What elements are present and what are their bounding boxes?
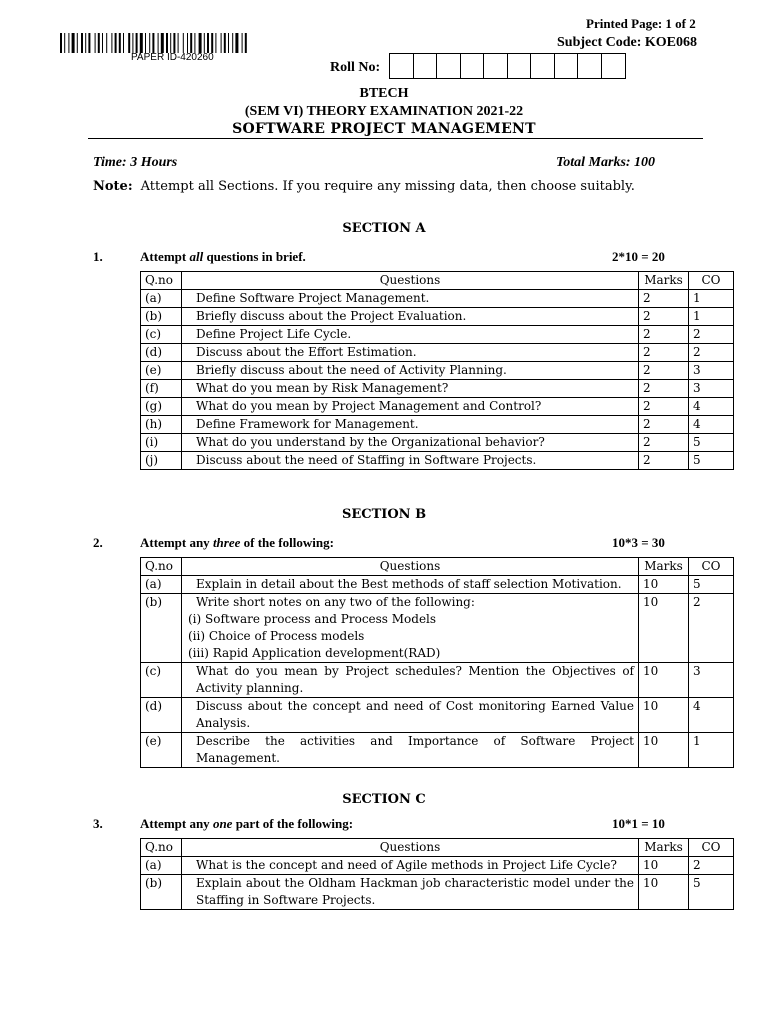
- question-marks: 2: [639, 344, 689, 362]
- question-marks: 2: [639, 452, 689, 470]
- question-co: 3: [689, 380, 734, 398]
- header-qno: Q.no: [141, 558, 182, 576]
- question-marks: 10: [639, 594, 689, 663]
- exam-note: [93, 179, 635, 194]
- section-c-instruction: Attempt any one part of the following:: [140, 816, 354, 831]
- question-text: [182, 326, 639, 344]
- question-label: (f): [141, 380, 182, 398]
- question-co: 2: [689, 344, 734, 362]
- question-text: [182, 290, 639, 308]
- question-co: 3: [689, 362, 734, 380]
- question-body: Define Project Life Cycle.: [196, 327, 352, 341]
- question-subpart: (iii) Rapid Application development(RAD): [188, 646, 441, 660]
- question-marks: 2: [639, 380, 689, 398]
- header-questions: Questions: [182, 839, 639, 857]
- exam-duration: Time: 3 Hours: [93, 155, 178, 170]
- table-row: [141, 452, 734, 470]
- question-text: [182, 576, 639, 594]
- table-row: [141, 362, 734, 380]
- roll-number-box[interactable]: [461, 54, 485, 78]
- question-label: (d): [141, 698, 182, 733]
- roll-number-box[interactable]: [578, 54, 602, 78]
- question-text: [182, 380, 639, 398]
- section-a-marks: 2*10 = 20: [612, 249, 665, 264]
- section-b-title: SECTION B: [341, 507, 427, 522]
- table-row: [141, 308, 734, 326]
- question-text: [182, 663, 639, 698]
- question-body: Describe the activities and Importance of Software Project Management.: [196, 734, 634, 765]
- question-label: (c): [141, 326, 182, 344]
- table-row: [141, 576, 734, 594]
- section-a-question-number: 1.: [93, 249, 103, 264]
- question-marks: 2: [639, 326, 689, 344]
- note-text: Attempt all Sections. If you require any missing data, then choose suitably.: [140, 179, 635, 194]
- section-a-table: [140, 271, 734, 470]
- exam-title: (SEM VI) THEORY EXAMINATION 2021-22: [244, 104, 524, 119]
- question-label: (b): [141, 875, 182, 910]
- question-co: 1: [689, 733, 734, 768]
- program-title: BTECH: [359, 86, 409, 101]
- roll-number-box[interactable]: [531, 54, 555, 78]
- question-co: 5: [689, 452, 734, 470]
- question-co: 2: [689, 326, 734, 344]
- question-body: Briefly discuss about the Project Evaluation.: [196, 309, 467, 323]
- roll-number-box[interactable]: [437, 54, 461, 78]
- subject-code: Subject Code: KOE068: [557, 35, 697, 50]
- table-row: [141, 733, 734, 768]
- paper-id: PAPER ID-420260: [131, 52, 214, 63]
- header-co: CO: [689, 558, 734, 576]
- question-co: 4: [689, 416, 734, 434]
- question-marks: 10: [639, 663, 689, 698]
- question-text: [182, 434, 639, 452]
- question-label: (i): [141, 434, 182, 452]
- section-c-marks: 10*1 = 10: [612, 816, 665, 831]
- question-co: 2: [689, 857, 734, 875]
- question-co: 5: [689, 875, 734, 910]
- question-body: Briefly discuss about the need of Activity Planning.: [196, 363, 507, 377]
- question-text: [182, 698, 639, 733]
- roll-number-box[interactable]: [555, 54, 579, 78]
- question-marks: 2: [639, 434, 689, 452]
- question-co: 5: [689, 576, 734, 594]
- question-body: Define Software Project Management.: [196, 291, 430, 305]
- table-row: [141, 344, 734, 362]
- table-row: [141, 594, 734, 663]
- question-marks: 10: [639, 698, 689, 733]
- question-marks: 10: [639, 875, 689, 910]
- question-body: What do you mean by Project schedules? Mention the Objectives of Activity planning.: [196, 664, 634, 695]
- table-header-row: [141, 558, 734, 576]
- table-row: [141, 434, 734, 452]
- question-co: 1: [689, 290, 734, 308]
- header-divider: [88, 138, 703, 139]
- table-row: [141, 857, 734, 875]
- question-body: Discuss about the need of Staffing in Software Projects.: [196, 453, 537, 467]
- roll-number-box[interactable]: [484, 54, 508, 78]
- printed-page: Printed Page: 1 of 2: [586, 16, 696, 31]
- question-co: 3: [689, 663, 734, 698]
- section-c-title: SECTION C: [342, 792, 426, 807]
- question-text: [182, 416, 639, 434]
- question-body: Define Framework for Management.: [196, 417, 419, 431]
- barcode-image: [60, 33, 292, 53]
- section-a-instruction: Attempt all questions in brief.: [140, 249, 306, 264]
- total-marks: Total Marks: 100: [556, 155, 656, 170]
- table-row: [141, 326, 734, 344]
- question-text: [182, 857, 639, 875]
- section-c-table: [140, 838, 734, 910]
- question-text: [182, 308, 639, 326]
- subject-title: SOFTWARE PROJECT MANAGEMENT: [232, 121, 536, 137]
- roll-number-box[interactable]: [508, 54, 532, 78]
- section-b-question-number: 2.: [93, 535, 103, 550]
- question-body: Discuss about the Effort Estimation.: [196, 345, 417, 359]
- question-marks: 10: [639, 857, 689, 875]
- question-body: Write short notes on any two of the following:: [196, 595, 475, 609]
- header-co: CO: [689, 272, 734, 290]
- header-qno: Q.no: [141, 272, 182, 290]
- table-row: [141, 416, 734, 434]
- table-row: [141, 290, 734, 308]
- header-marks: Marks: [639, 558, 689, 576]
- question-label: (c): [141, 663, 182, 698]
- question-body: What do you mean by Risk Management?: [196, 381, 449, 395]
- note-label: Note:: [93, 179, 133, 194]
- question-label: (a): [141, 857, 182, 875]
- question-subpart: (ii) Choice of Process models: [188, 629, 365, 643]
- question-text: [182, 344, 639, 362]
- question-co: 4: [689, 398, 734, 416]
- question-text: [182, 398, 639, 416]
- roll-number-boxes[interactable]: [389, 53, 626, 79]
- question-co: 2: [689, 594, 734, 663]
- question-body: Discuss about the concept and need of Cost monitoring Earned Value Analysis.: [196, 699, 634, 730]
- table-header-row: [141, 272, 734, 290]
- roll-number-label: Roll No:: [330, 60, 381, 75]
- header-marks: Marks: [639, 272, 689, 290]
- question-marks: 2: [639, 290, 689, 308]
- roll-number-box[interactable]: [602, 54, 626, 78]
- question-text: [182, 452, 639, 470]
- question-marks: 10: [639, 576, 689, 594]
- table-row: [141, 663, 734, 698]
- question-text: [182, 875, 639, 910]
- section-a-title: SECTION A: [342, 221, 426, 236]
- question-text: [182, 733, 639, 768]
- table-row: [141, 875, 734, 910]
- section-b-marks: 10*3 = 30: [612, 535, 665, 550]
- question-label: (h): [141, 416, 182, 434]
- roll-number-box[interactable]: [390, 54, 414, 78]
- question-label: (a): [141, 576, 182, 594]
- question-body: Explain in detail about the Best methods of staff selection Motivation.: [196, 577, 622, 591]
- question-body: What do you understand by the Organizational behavior?: [196, 435, 545, 449]
- question-marks: 2: [639, 398, 689, 416]
- question-text: [182, 594, 639, 663]
- question-label: (e): [141, 362, 182, 380]
- table-row: [141, 380, 734, 398]
- question-label: (e): [141, 733, 182, 768]
- header-qno: Q.no: [141, 839, 182, 857]
- question-body: What do you mean by Project Management and Control?: [196, 399, 542, 413]
- header-marks: Marks: [639, 839, 689, 857]
- section-b-table: [140, 557, 734, 768]
- question-subpart: (i) Software process and Process Models: [188, 612, 437, 626]
- table-header-row: [141, 839, 734, 857]
- question-marks: 2: [639, 308, 689, 326]
- question-body: What is the concept and need of Agile methods in Project Life Cycle?: [196, 858, 617, 872]
- question-marks: 10: [639, 733, 689, 768]
- question-label: (b): [141, 308, 182, 326]
- header-questions: Questions: [182, 558, 639, 576]
- question-co: 4: [689, 698, 734, 733]
- question-label: (b): [141, 594, 182, 663]
- question-marks: 2: [639, 362, 689, 380]
- question-text: [182, 362, 639, 380]
- question-body: Explain about the Oldham Hackman job characteristic model under the Staffing in Software Projects.: [196, 876, 634, 907]
- question-co: 1: [689, 308, 734, 326]
- header-questions: Questions: [182, 272, 639, 290]
- question-label: (g): [141, 398, 182, 416]
- table-row: [141, 398, 734, 416]
- question-label: (a): [141, 290, 182, 308]
- section-c-question-number: 3.: [93, 816, 103, 831]
- roll-number-box[interactable]: [414, 54, 438, 78]
- section-b-instruction: Attempt any three of the following:: [140, 535, 334, 550]
- question-label: (j): [141, 452, 182, 470]
- header-co: CO: [689, 839, 734, 857]
- question-marks: 2: [639, 416, 689, 434]
- question-label: (d): [141, 344, 182, 362]
- question-co: 5: [689, 434, 734, 452]
- table-row: [141, 698, 734, 733]
